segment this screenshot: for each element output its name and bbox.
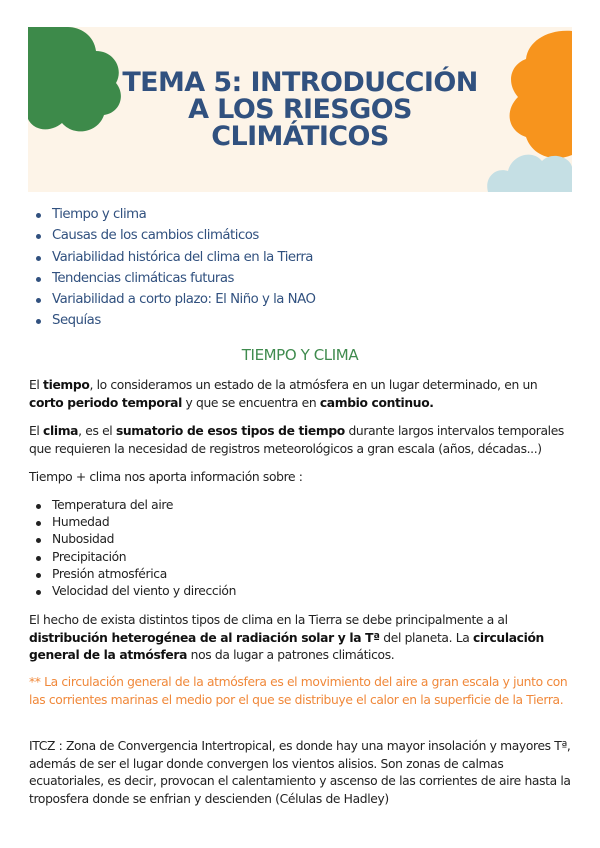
paragraph-tiempo (29, 377, 575, 412)
cloud-shape (487, 155, 572, 192)
text: El hecho de exista distintos tipos de clima en la Tierra se debe principalmente a al (29, 613, 508, 627)
title-banner (28, 27, 572, 192)
bold-term: clima (43, 424, 79, 438)
text: nos da lugar a patrones climáticos. (187, 648, 395, 662)
list-item: Presión atmosférica (34, 566, 236, 583)
toc-item[interactable]: Tiempo y clima (34, 204, 315, 225)
toc-item[interactable]: Causas de los cambios climáticos (34, 225, 315, 246)
bold-term: sumatorio de esos tipos de tiempo (115, 424, 345, 438)
paragraph-clima (29, 423, 575, 458)
toc-item[interactable]: Sequías (34, 310, 315, 331)
toc-item[interactable]: Tendencias climáticas futuras (34, 268, 315, 289)
list-item: Precipitación (34, 549, 236, 566)
list-item: Humedad (34, 514, 236, 531)
text: y que se encuentra en (181, 395, 320, 410)
table-of-contents (34, 204, 315, 332)
list-item: Velocidad del viento y dirección (34, 583, 236, 600)
title-line-1: TEMA 5: INTRODUCCIÓN (122, 67, 478, 98)
toc-item[interactable]: Variabilidad a corto plazo: El Niño y la NAO (34, 289, 315, 310)
page-title (28, 69, 572, 150)
bold-term: distribución heterogénea de al radiación solar y la Tª (29, 630, 380, 645)
bold-term: circulación general de la atmósfera (29, 630, 544, 662)
factors-list (34, 497, 236, 600)
text: El (29, 424, 44, 438)
title-line-3: CLIMÁTICOS (211, 121, 389, 152)
list-item: Temperatura del aire (34, 497, 236, 514)
paragraph-distribution (29, 612, 575, 665)
text: , lo consideramos un estado de la atmósfera en un lugar determinado, en un (89, 378, 538, 392)
bold-term: cambio continuo. (319, 395, 434, 410)
paragraph-info-intro: Tiempo + clima nos aporta información sobre : (29, 470, 303, 484)
bold-term: corto periodo temporal (29, 395, 182, 410)
text: El (29, 378, 44, 392)
list-item: Nubosidad (34, 531, 236, 548)
paragraph-itcz: ITCZ : Zona de Convergencia Intertropical, es donde hay una mayor insolación y mayores Tª, además de ser el lugar donde convergen los vientos alisios. Son zonas de calmas ecuatoriales, es decir, provocan el calentamiento y ascenso de las corrientes de aire hasta la troposfera donde se enfrian y descienden (Células de Hadley) (29, 739, 571, 806)
text: del planeta. La (379, 630, 473, 645)
toc-item[interactable]: Variabilidad histórica del clima en la Tierra (34, 247, 315, 268)
text: , es el (78, 424, 116, 438)
text: durante largos intervalos temporales que requieren la necesidad de registros meteorológicos a gran escala (años, décadas...) (29, 424, 564, 456)
section-heading: TIEMPO Y CLIMA (241, 346, 359, 364)
note-circulation: ** La circulación general de la atmósfera es el movimiento del aire a gran escala y junto con las corrientes marinas el medio por el que se distribuye el calor en la superficie de la Tierra. (29, 675, 568, 707)
bold-term: tiempo (43, 378, 90, 392)
title-line-2: A LOS RIESGOS (188, 94, 412, 125)
